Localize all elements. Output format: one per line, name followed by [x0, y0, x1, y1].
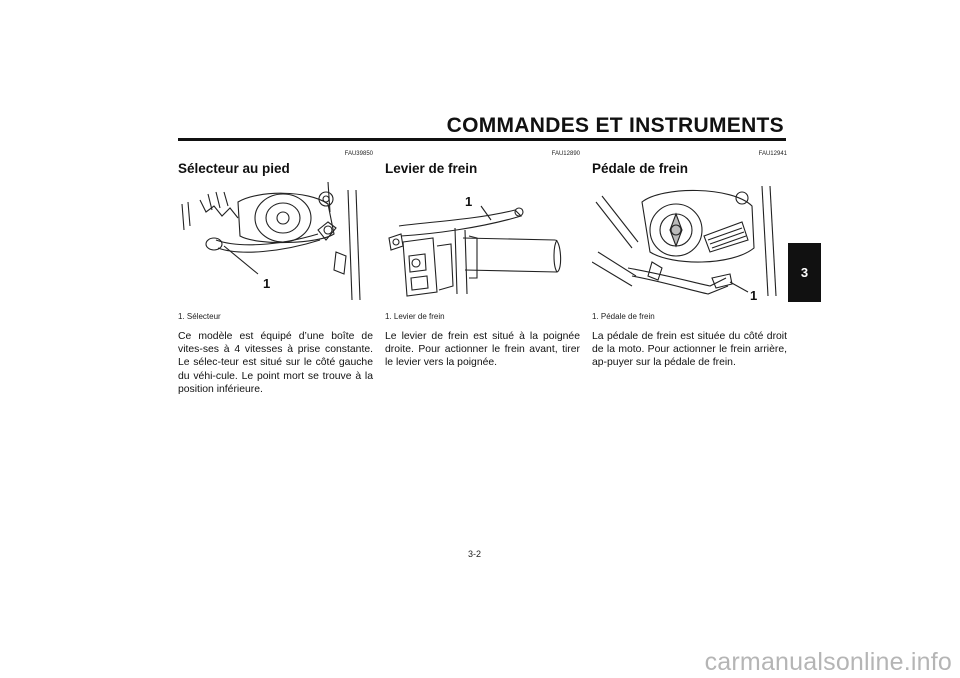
- page-title: COMMANDES ET INSTRUMENTS: [446, 114, 784, 137]
- section-brake-lever: [385, 150, 580, 370]
- figure-caption: 1. Levier de frein: [385, 312, 445, 321]
- chapter-tab[interactable]: 3: [788, 243, 821, 302]
- section-code: FAU39850: [344, 151, 373, 157]
- section-body: La pédale de frein est située du côté droit de la moto. Pour actionner le frein arrière, ap-puyer sur la pédale de frein.: [592, 331, 787, 369]
- section-shift-pedal: [178, 150, 373, 396]
- brake-pedal-illustration: [592, 182, 787, 304]
- section-code: FAU12941: [758, 151, 787, 157]
- page-number: 3-2: [468, 549, 482, 559]
- header-rule: [178, 138, 786, 141]
- section-title: Levier de frein: [385, 161, 478, 176]
- callout-number: 1: [465, 194, 473, 209]
- shift-pedal-illustration: [178, 182, 373, 304]
- section-body: Ce modèle est équipé d’une boîte de vites-ses à 4 vitesses à prise constante. Le sélec-teur est situé sur le côté gauche du véhi-cule. Le point mort se trouve à la position inférieure.: [178, 331, 373, 395]
- section-title: Sélecteur au pied: [178, 161, 290, 176]
- brake-lever-illustration: [385, 182, 580, 304]
- section-title: Pédale de frein: [592, 161, 689, 176]
- section-body: Le levier de frein est situé à la poignée droite. Pour actionner le frein avant, tirer le levier vers la poignée.: [385, 331, 580, 369]
- watermark[interactable]: carmanualsonline.info: [704, 648, 952, 676]
- callout-number: 1: [263, 276, 271, 291]
- figure-caption: 1. Sélecteur: [178, 312, 221, 321]
- section-code: FAU12890: [551, 151, 580, 157]
- callout-number: 1: [750, 288, 758, 303]
- figure-caption: 1. Pédale de frein: [592, 312, 655, 321]
- section-brake-pedal: [592, 150, 787, 370]
